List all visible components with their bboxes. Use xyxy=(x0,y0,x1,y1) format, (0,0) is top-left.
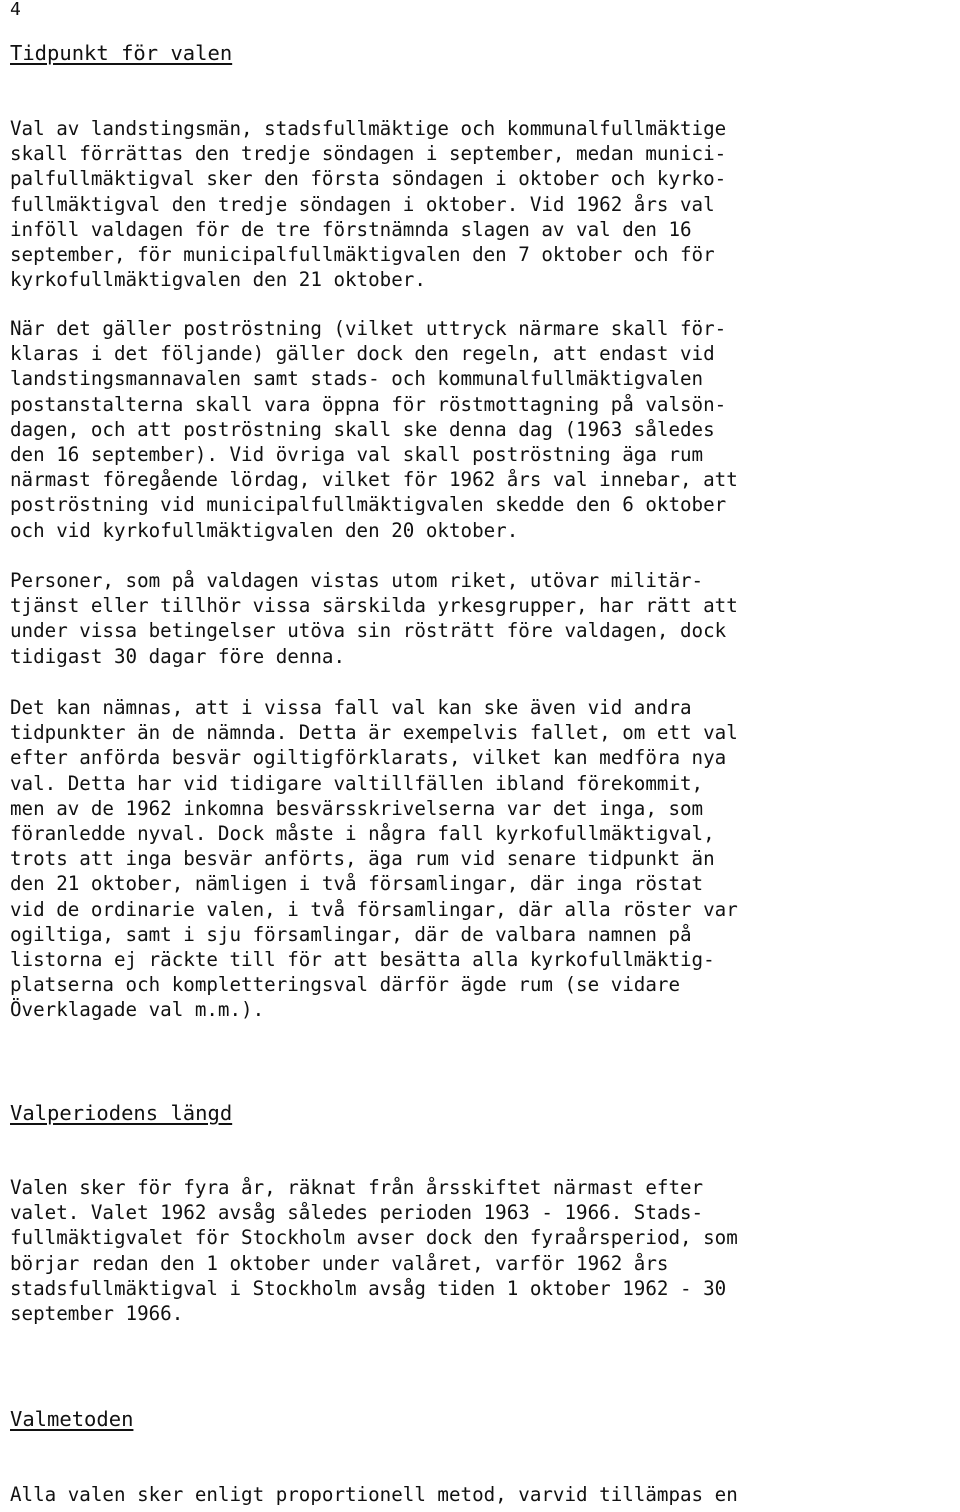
text-line: Valen sker för fyra år, räknat från årsskiftet närmast efter xyxy=(10,1176,704,1199)
text-line: men av de 1962 inkomna besvärsskrivelserna var det inga, som xyxy=(10,796,704,820)
text-line: palfullmäktigval sker den första söndagen i oktober och kyrko- xyxy=(10,167,727,191)
text-line: tidpunkter än de nämnda. Detta är exempelvis fallet, om ett val xyxy=(10,721,738,745)
text-line: Överklagade val m.m.). xyxy=(10,998,265,1022)
text-line: tjänst eller tillhör vissa särskilda yrkesgrupper, har rätt att xyxy=(10,594,738,618)
heading-valmetoden: Valmetoden xyxy=(10,1407,134,1431)
text-line: val. Detta har vid tidigare valtillfällen ibland förekommit, xyxy=(10,771,704,795)
heading-tidpunkt-for-valen: Tidpunkt för valen xyxy=(10,41,233,65)
paragraph-andra-tidpunkter xyxy=(10,695,960,1022)
text-line: klaras i det följande) gäller dock den regeln, att endast vid xyxy=(10,342,715,366)
text-line: dagen, och att poströstning skall ske denna dag (1963 således xyxy=(10,417,715,441)
text-line: fullmäktigval den tredje söndagen i oktober. Vid 1962 års val xyxy=(10,192,715,216)
text-line: landstingsmannavalen samt stads- och kommunalfullmäktigvalen xyxy=(10,367,704,391)
text-line: trots att inga besvär anförts, äga rum vid senare tidpunkt än xyxy=(10,847,715,871)
text-line: efter anförda besvär ogiltigförklarats, vilket kan medföra nya xyxy=(10,746,727,770)
text-line: fullmäktigvalet för Stockholm avser dock den fyraårsperiod, som xyxy=(10,1226,738,1250)
text-line: september, för municipalfullmäktigvalen den 7 oktober och för xyxy=(10,242,715,266)
text-line: listorna ej räckte till för att besätta alla kyrkofullmäktig- xyxy=(10,947,715,971)
text-line: Det kan nämnas, att i vissa fall val kan ske även vid andra xyxy=(10,696,692,719)
paragraph-valdagar xyxy=(10,116,960,292)
text-line: och vid kyrkofullmäktigvalen den 20 oktober. xyxy=(10,518,519,542)
text-line: tidigast 30 dagar före denna. xyxy=(10,644,346,668)
page-number: 4 xyxy=(10,0,21,20)
text-line: När det gäller poströstning (vilket uttryck närmare skall för- xyxy=(10,317,727,340)
text-line: stadsfullmäktigval i Stockholm avsåg tiden 1 oktober 1962 - 30 xyxy=(10,1276,727,1300)
text-line: vid de ordinarie valen, i två församlingar, där alla röster var xyxy=(10,897,738,921)
text-line: den 21 oktober, nämligen i två församlingar, där inga röstat xyxy=(10,872,704,896)
text-line: platserna och kompletteringsval därför ägde rum (se vidare xyxy=(10,973,681,997)
text-line: Alla valen sker enligt proportionell metod, varvid tillämpas en xyxy=(10,1483,738,1506)
text-line: Personer, som på valdagen vistas utom riket, utövar militär- xyxy=(10,569,704,592)
text-line: skall förrättas den tredje söndagen i september, medan munici- xyxy=(10,142,727,166)
text-line: föranledde nyval. Dock måste i några fall kyrkofullmäktigval, xyxy=(10,821,715,845)
text-line: valet. Valet 1962 avsåg således perioden 1963 - 1966. Stads- xyxy=(10,1201,704,1225)
paragraph-valmetod xyxy=(10,1482,960,1507)
text-line: kyrkofullmäktigvalen den 21 oktober. xyxy=(10,268,426,292)
paragraph-postrostning xyxy=(10,316,960,543)
text-line: den 16 september). Vid övriga val skall poströstning äga rum xyxy=(10,442,704,466)
text-line: september 1966. xyxy=(10,1301,184,1325)
text-line: postanstalterna skall vara öppna för röstmottagning på valsön- xyxy=(10,392,727,416)
text-line: poströstning vid municipalfullmäktigvalen skedde den 6 oktober xyxy=(10,493,727,517)
heading-valperiodens-langd: Valperiodens längd xyxy=(10,1101,233,1125)
text-line: ogiltiga, samt i sju församlingar, där de valbara namnen på xyxy=(10,922,692,946)
text-line: Val av landstingsmän, stadsfullmäktige och kommunalfullmäktige xyxy=(10,117,727,140)
text-line: närmast föregående lördag, vilket för 1962 års val innebar, att xyxy=(10,468,738,492)
text-line: börjar redan den 1 oktober under valåret, varför 1962 års xyxy=(10,1251,669,1275)
paragraph-personer-utom-riket xyxy=(10,568,960,669)
paragraph-valperiod xyxy=(10,1175,960,1326)
text-line: inföll valdagen för de tre förstnämnda slagen av val den 16 xyxy=(10,217,692,241)
text-line: under vissa betingelser utöva sin rösträtt före valdagen, dock xyxy=(10,619,727,643)
